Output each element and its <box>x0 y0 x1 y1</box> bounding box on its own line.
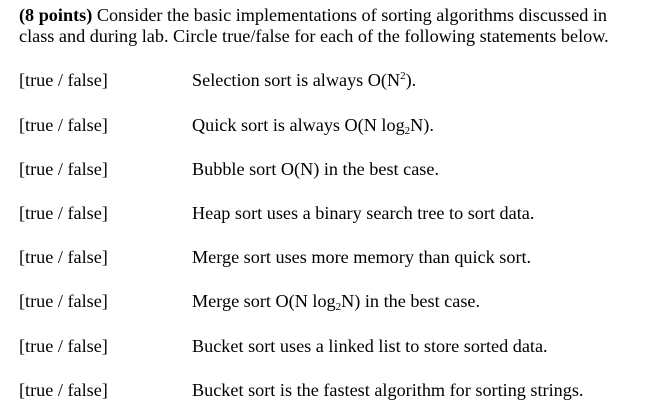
statement-row <box>19 378 655 402</box>
question-intro-line2: class and during lab. Circle true/false for each of the following statements below. <box>19 26 609 46</box>
true-false-choice[interactable]: [true / false] <box>19 70 108 90</box>
true-false-choice[interactable]: [true / false] <box>19 380 108 400</box>
statement-text: Bucket sort is the fastest algorithm for sorting strings. <box>192 380 584 400</box>
statement-row <box>19 334 655 358</box>
statement-row <box>19 113 655 137</box>
points-label: (8 points) <box>19 5 93 25</box>
statement-text: Quick sort is always O(N $\log_2N$). <box>192 115 434 137</box>
statement-text: Merge sort O(N $\log_2N$) in the best case. <box>192 291 481 313</box>
statement-row <box>19 157 655 181</box>
statement-text: Selection sort is always $O(N^2)$. <box>192 70 417 90</box>
true-false-choice[interactable]: [true / false] <box>19 115 108 135</box>
question-intro-line1: Consider the basic implementations of sorting algorithms discussed in <box>96 5 608 25</box>
true-false-choice[interactable]: [true / false] <box>19 247 108 267</box>
true-false-choice[interactable]: [true / false] <box>19 203 108 223</box>
statement-text: Merge sort uses more memory than quick sort. <box>192 247 532 267</box>
statement-text: Bucket sort uses a linked list to store sorted data. <box>192 336 548 356</box>
statement-row <box>19 68 655 92</box>
statement-row <box>19 289 655 313</box>
statement-row <box>19 201 655 225</box>
true-false-choice[interactable]: [true / false] <box>19 336 108 356</box>
statement-text: Heap sort uses a binary search tree to sort data. <box>192 203 535 223</box>
question-header <box>19 5 655 47</box>
true-false-choice[interactable]: [true / false] <box>19 159 108 179</box>
true-false-choice[interactable]: [true / false] <box>19 291 108 311</box>
statement-row <box>19 245 655 269</box>
statement-text: Bubble sort O(N) in the best case. <box>192 159 439 179</box>
